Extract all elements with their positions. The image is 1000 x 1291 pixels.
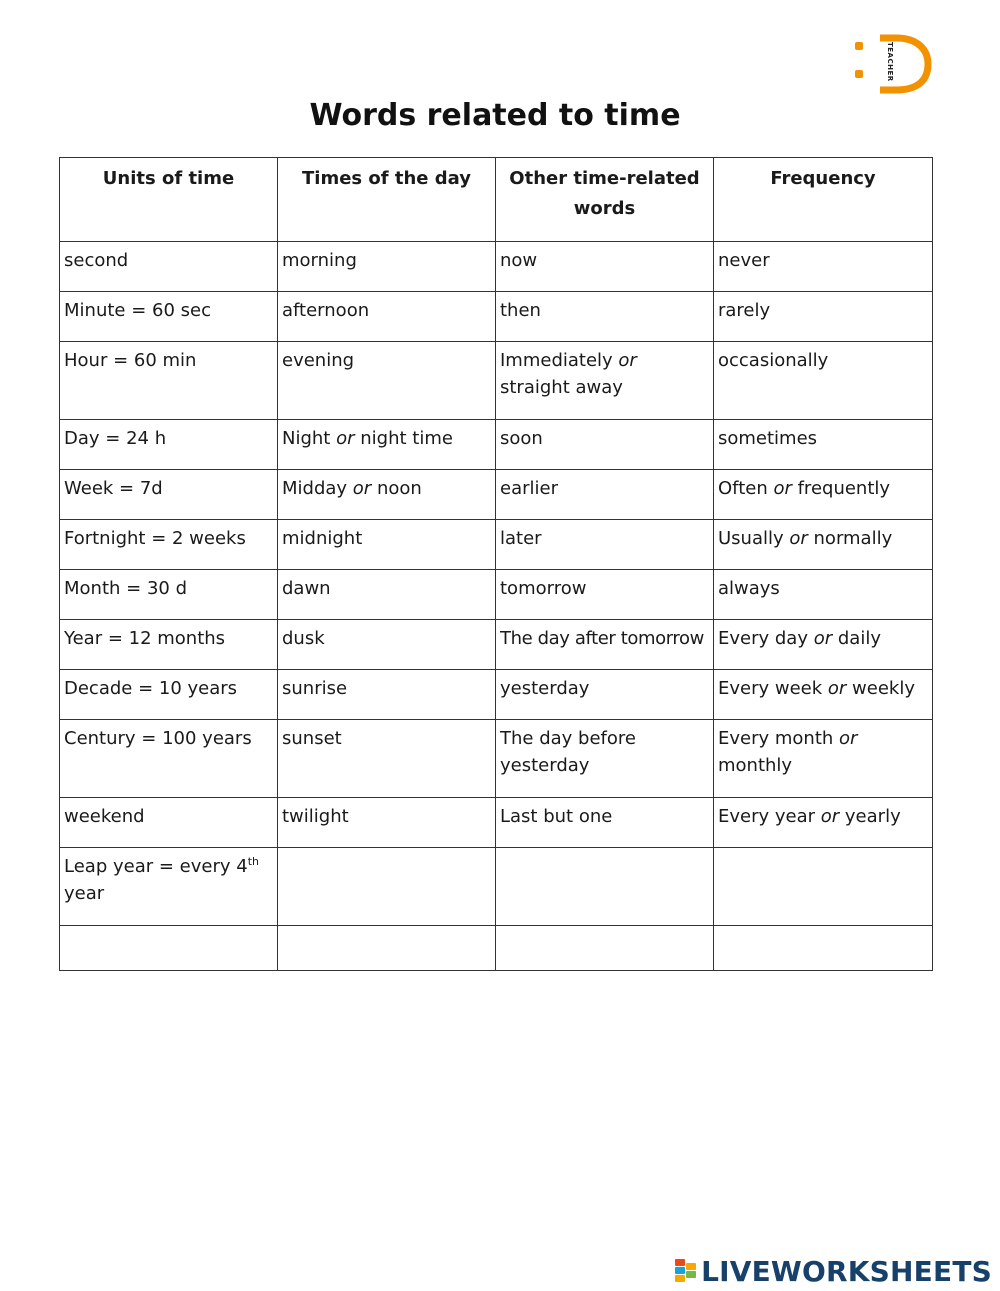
cell-time-of-day [278,848,496,926]
logo-text: TEACHER [886,42,894,82]
cell-time-of-day: afternoon [278,292,496,342]
cell-time-of-day: morning [278,242,496,292]
cell-frequency: Every week or weekly [714,670,933,720]
teacher-logo [852,34,932,96]
table-row [60,342,933,420]
cell-unit [60,926,278,971]
cell-time-of-day: Midday or noon [278,470,496,520]
header-row [60,158,933,242]
table-row [60,848,933,926]
table-row [60,292,933,342]
header-units-of-time: Units of time [60,158,278,242]
cell-unit: Week = 7d [60,470,278,520]
cell-unit: second [60,242,278,292]
cell-frequency: Often or frequently [714,470,933,520]
cell-frequency: never [714,242,933,292]
table-row [60,620,933,670]
cell-unit: Fortnight = 2 weeks [60,520,278,570]
table-row [60,470,933,520]
liveworksheets-logo-icon [675,1259,697,1283]
liveworksheets-brand[interactable] [675,1255,992,1287]
cell-frequency [714,926,933,971]
cell-other-word: then [496,292,714,342]
cell-frequency: Every day or daily [714,620,933,670]
cell-frequency: always [714,570,933,620]
cell-frequency: Usually or normally [714,520,933,570]
cell-time-of-day: twilight [278,798,496,848]
page-title: Words related to time [309,98,681,133]
cell-other-word: later [496,520,714,570]
table-row [60,720,933,798]
cell-time-of-day: dawn [278,570,496,620]
cell-time-of-day: evening [278,342,496,420]
cell-other-word: Immediately or straight away [496,342,714,420]
cell-time-of-day: Night or night time [278,420,496,470]
table-row [60,798,933,848]
header-times-of-day: Times of the day [278,158,496,242]
table-row [60,570,933,620]
cell-other-word: tomorrow [496,570,714,620]
cell-time-of-day: midnight [278,520,496,570]
cell-unit: Century = 100 years [60,720,278,798]
cell-frequency [714,848,933,926]
cell-frequency: Every year or yearly [714,798,933,848]
cell-frequency: Every month or monthly [714,720,933,798]
cell-other-word: earlier [496,470,714,520]
cell-unit: Month = 30 d [60,570,278,620]
table-row [60,670,933,720]
cell-unit: Hour = 60 min [60,342,278,420]
table-row [60,420,933,470]
table-row [60,926,933,971]
cell-other-word [496,848,714,926]
liveworksheets-wordmark: LIVEWORKSHEETS [701,1254,992,1288]
table-row [60,242,933,292]
time-words-table [59,157,933,971]
cell-unit: Year = 12 months [60,620,278,670]
cell-other-word: The day after tomorrow [496,620,714,670]
cell-time-of-day: sunset [278,720,496,798]
cell-other-word: The day before yesterday [496,720,714,798]
cell-frequency: rarely [714,292,933,342]
cell-unit: Minute = 60 sec [60,292,278,342]
cell-other-word: yesterday [496,670,714,720]
cell-time-of-day: sunrise [278,670,496,720]
header-frequency: Frequency [714,158,933,242]
cell-unit: Leap year = every 4th year [60,848,278,926]
cell-other-word [496,926,714,971]
cell-time-of-day: dusk [278,620,496,670]
cell-unit: Decade = 10 years [60,670,278,720]
header-other-words: Other time-related words [496,158,714,242]
cell-other-word: Last but one [496,798,714,848]
cell-unit: weekend [60,798,278,848]
cell-frequency: occasionally [714,342,933,420]
cell-other-word: soon [496,420,714,470]
cell-time-of-day [278,926,496,971]
cell-frequency: sometimes [714,420,933,470]
table-row [60,520,933,570]
cell-unit: Day = 24 h [60,420,278,470]
cell-other-word: now [496,242,714,292]
